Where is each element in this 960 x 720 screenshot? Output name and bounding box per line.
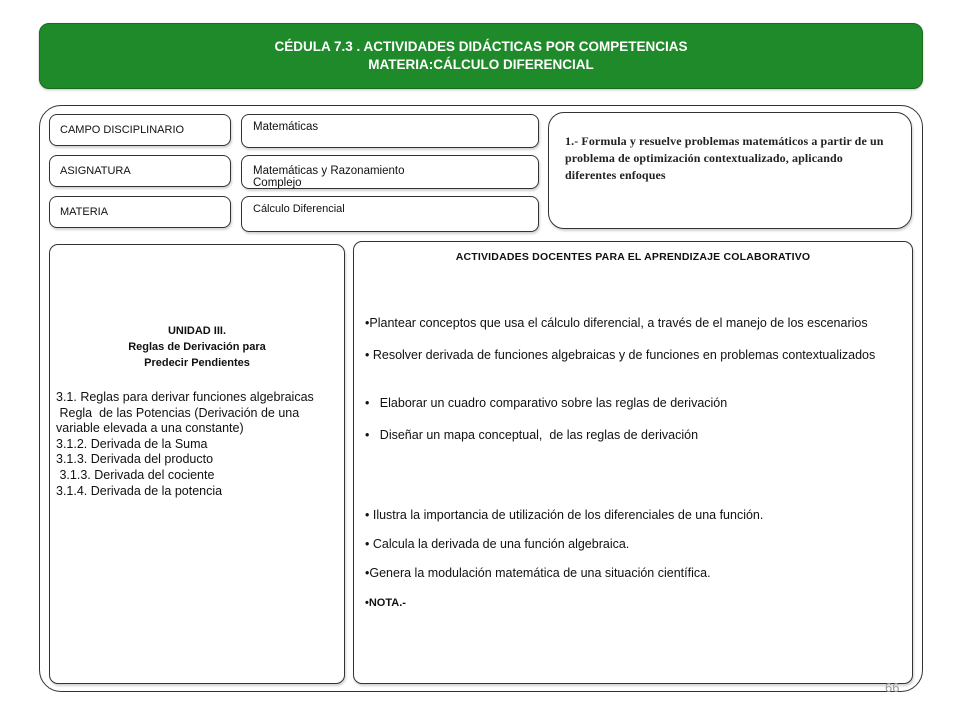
header-banner — [39, 23, 923, 89]
campo-disciplinario-value: Matemáticas — [253, 121, 319, 133]
actividad-item: • Resolver derivada de funciones algebraicas y de funciones en problemas contextualizados — [365, 348, 876, 362]
unidad-topic: 3.1.4. Derivada de la potencia — [56, 483, 223, 498]
actividad-item: • Calcula la derivada de una función algebraica. — [365, 537, 630, 551]
actividad-item: •Plantear conceptos que usa el cálculo diferencial, a través de el manejo de los escenarios — [365, 316, 868, 330]
asignatura-label: ASIGNATURA — [60, 165, 131, 177]
unidad-subtitle-line1: Reglas de Derivación para — [128, 341, 266, 353]
unidad-topic: 3.1. Reglas para derivar funciones algebraicas — [56, 390, 314, 404]
nota-label: •NOTA.- — [365, 597, 406, 609]
materia-label: MATERIA — [60, 206, 109, 218]
asignatura-value-line2: Complejo — [253, 177, 302, 189]
unidad-topic: Regla de las Potencias (Derivación de una — [56, 405, 300, 420]
materia-value: Cálculo Diferencial — [253, 203, 345, 215]
page-number: 66 — [885, 680, 900, 695]
unidad-topic: variable elevada a una constante) — [56, 421, 244, 436]
unidad-subtitle-line2: Predecir Pendientes — [144, 357, 250, 369]
materia-label-box — [49, 196, 231, 228]
document-title: CÉDULA 7.3 . ACTIVIDADES DIDÁCTICAS POR COMPETENCIAS — [274, 39, 688, 54]
competencia-text: 1.- Formula y resuelve problemas matemáticos a partir de un problema de optimización contextualizado, aplicando diferentes enfoques — [565, 134, 884, 182]
actividad-item: • Ilustra la importancia de utilización de los diferenciales de una función. — [365, 508, 764, 522]
unidad-heading — [50, 323, 344, 371]
competencia-box — [548, 112, 912, 229]
unidad-topic-list — [56, 390, 340, 499]
actividad-item: •Genera la modulación matemática de una situación científica. — [365, 566, 711, 580]
actividades-panel — [353, 241, 913, 684]
campo-disciplinario-label: CAMPO DISCIPLINARIO — [60, 124, 185, 136]
actividades-title: ACTIVIDADES DOCENTES PARA EL APRENDIZAJE COLABORATIVO — [455, 251, 811, 263]
actividad-item: • Diseñar un mapa conceptual, de las reglas de derivación — [365, 428, 699, 442]
actividad-item: • Elaborar un cuadro comparativo sobre las reglas de derivación — [365, 396, 728, 410]
asignatura-value-box — [241, 155, 539, 189]
materia-value-box — [241, 196, 539, 232]
unidad-topic: 3.1.2. Derivada de la Suma — [56, 436, 208, 451]
campo-disciplinario-label-box — [49, 114, 231, 146]
unidad-panel — [49, 244, 345, 684]
campo-disciplinario-value-box — [241, 114, 539, 148]
asignatura-value-line1: Matemáticas y Razonamiento — [253, 165, 405, 177]
unidad-topic: 3.1.3. Derivada del producto — [56, 452, 214, 467]
document-subtitle: MATERIA:CÁLCULO DIFERENCIAL — [368, 57, 594, 72]
unidad-title: UNIDAD III. — [167, 325, 227, 337]
unidad-topic: 3.1.3. Derivada del cociente — [56, 467, 215, 482]
asignatura-label-box — [49, 155, 231, 187]
